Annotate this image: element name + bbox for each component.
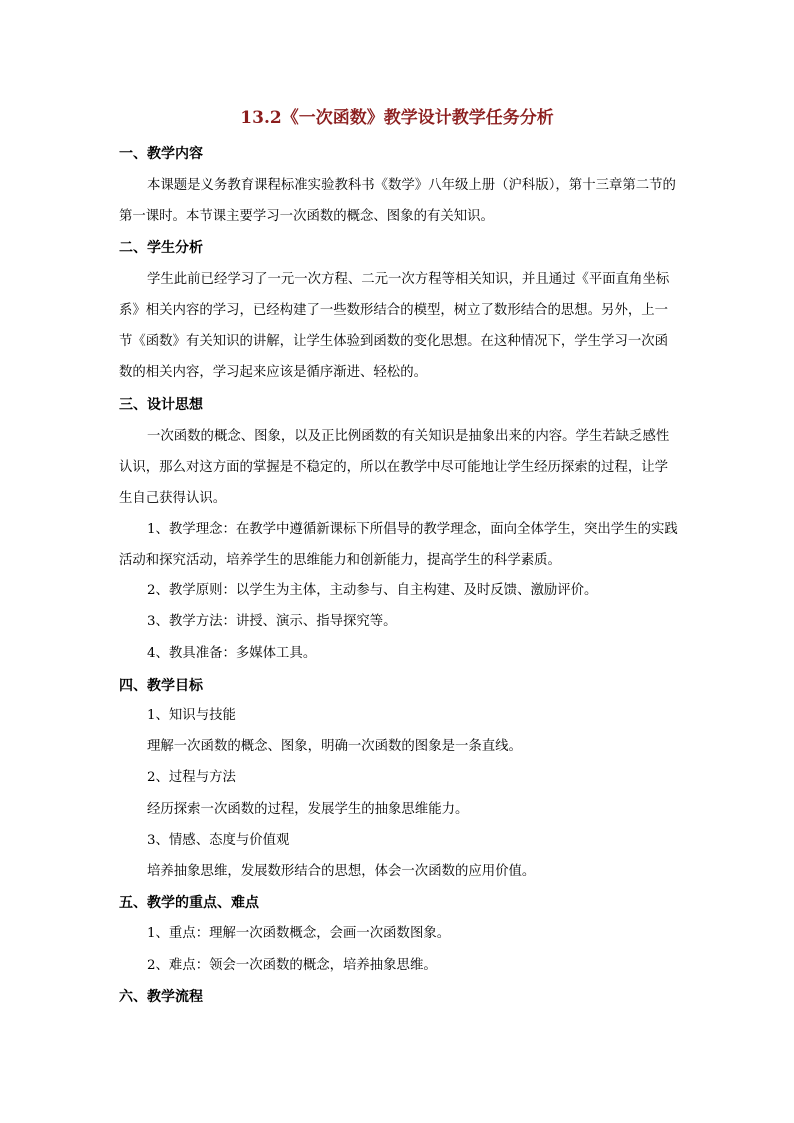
section-heading-teaching-content: 一、教学内容	[119, 146, 203, 162]
section-heading-key-points: 五、教学的重点、难点	[119, 895, 259, 911]
goal-process-method: 2、过程与方法	[147, 770, 236, 785]
section-heading-student-analysis: 二、学生分析	[119, 240, 203, 256]
goal-knowledge-skills-text: 理解一次函数的概念、图象，明确一次函数的图象是一条直线。	[147, 739, 522, 754]
key-point-item: 1、重点：理解一次函数概念，会画一次函数图象。	[147, 926, 451, 941]
item-teaching-aids: 4、教具准备：多媒体工具。	[147, 646, 317, 661]
paragraph-teaching-philosophy: 1、教学理念：在教学中遵循新课标下所倡导的教学理念，面向全体学生，突出学生的实践活动和探究活动，培养学生的思维能力和创新能力，提高学生的科学素质。	[119, 522, 678, 568]
paragraph-student-analysis: 学生此前已经学习了一元一次方程、二元一次方程等相关知识，并且通过《平面直角坐标系》相关内容的学习，已经构建了一些数形结合的模型，树立了数形结合的思想。另外，上一节《函数》有关知识的讲解，让学生体验到函数的变化思想。在这种情况下，学生学习一次函数的相关内容，学习起来应该是循序渐进、轻松的。	[119, 272, 670, 380]
item-teaching-method: 3、教学方法：讲授、演示、指导探究等。	[147, 614, 397, 629]
difficult-point-item: 2、难点：领会一次函数的概念，培养抽象思维。	[147, 958, 437, 973]
section-heading-teaching-goals: 四、教学目标	[119, 678, 203, 694]
goal-emotion-values: 3、情感、态度与价值观	[147, 833, 290, 848]
section-heading-teaching-process: 六、教学流程	[119, 989, 203, 1005]
goal-process-method-text: 经历探索一次函数的过程，发展学生的抽象思维能力。	[147, 802, 469, 817]
goal-knowledge-skills: 1、知识与技能	[147, 708, 236, 723]
item-teaching-principle: 2、教学原则：以学生为主体，主动参与、自主构建、及时反馈、激励评价。	[147, 583, 598, 598]
paragraph-design-idea: 一次函数的概念、图象，以及正比例函数的有关知识是抽象出来的内容。学生若缺乏感性认识，那么对这方面的掌握是不稳定的，所以在教学中尽可能地让学生经历探索的过程，让学生自己获得认识。	[119, 429, 670, 506]
document-title: 13.2《一次函数》教学设计教学任务分析	[240, 108, 554, 128]
paragraph-teaching-content: 本课题是义务教育课程标准实验教科书《数学》八年级上册（沪科版），第十三章第二节的第一课时。本节课主要学习一次函数的概念、图象的有关知识。	[119, 178, 676, 224]
section-heading-design-idea: 三、设计思想	[119, 397, 203, 413]
goal-emotion-values-text: 培养抽象思维，发展数形结合的思想，体会一次函数的应用价值。	[147, 864, 536, 879]
